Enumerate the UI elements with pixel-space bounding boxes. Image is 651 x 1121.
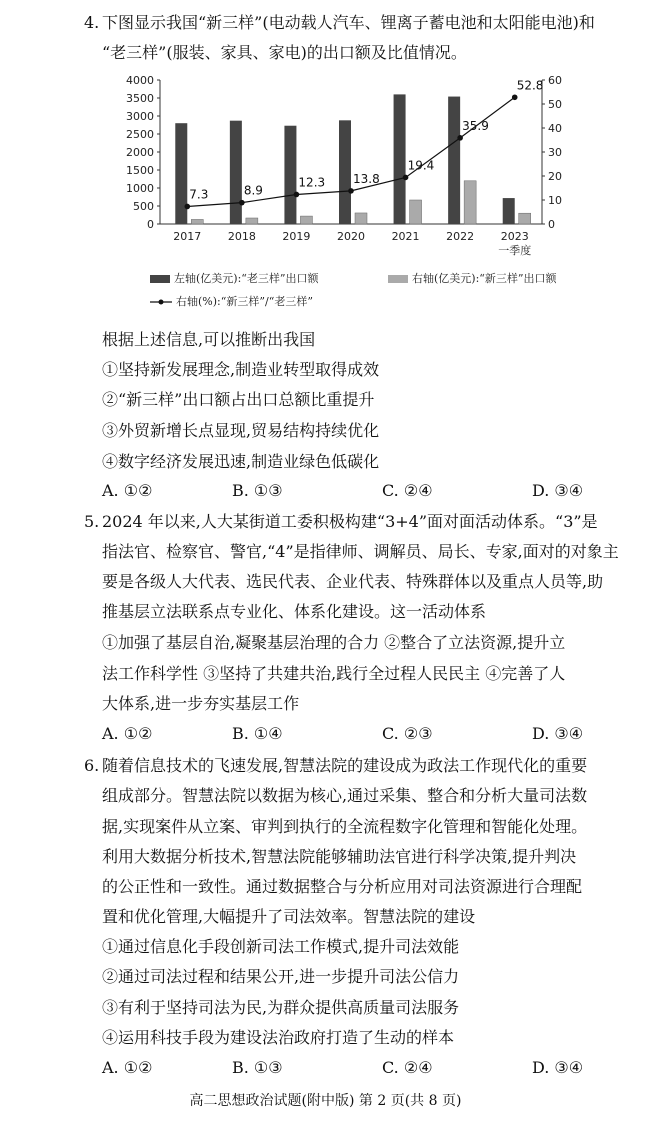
q5-text-line: 指法官、检察官、警官,“4”是指律师、调解员、局长、专家,面对的对象主: [102, 542, 619, 561]
q4-item: ④数字经济发展迅速,制造业绿色低碳化: [102, 452, 380, 471]
bar-new-three: [410, 200, 422, 224]
option-a[interactable]: A. ①②: [102, 1058, 153, 1077]
left-tick-label: 3500: [126, 92, 154, 105]
q5-number: 5.: [84, 512, 100, 531]
ratio-point: [239, 200, 245, 206]
legend-label: 右轴(%):“新三样”/“老三样”: [176, 295, 313, 308]
q6-text-line: 利用大数据分析技术,智慧法院能够辅助法官进行科学决策,提升判决: [102, 847, 577, 866]
left-tick-label: 3000: [126, 110, 154, 123]
bar-old-three: [284, 126, 296, 224]
ratio-point: [348, 188, 354, 194]
ratio-data-label: 7.3: [189, 187, 209, 202]
ratio-data-label: 13.8: [353, 171, 380, 186]
left-tick-label: 2500: [126, 128, 154, 141]
x-tick-label: 2017: [173, 230, 202, 243]
ratio-data-label: 8.9: [243, 183, 263, 198]
q6-item: ①通过信息化手段创新司法工作模式,提升司法效能: [102, 937, 460, 956]
q6-text-line: 置和优化管理,大幅提升了司法效率。智慧法院的建设: [102, 907, 476, 926]
q6-text-line: 随着信息技术的飞速发展,智慧法院的建设成为政法工作现代化的重要: [102, 756, 588, 775]
bar-new-three: [191, 219, 203, 224]
page-footer: 高二思想政治试题(附中版) 第 2 页(共 8 页): [189, 1093, 462, 1109]
q5-text-line: 要是各级人大代表、选民代表、企业代表、特殊群体以及重点人员等,助: [102, 572, 604, 591]
legend-label: 右轴(亿美元):“新三样”出口额: [412, 272, 557, 285]
q4-text-line: 下图显示我国“新三样”(电动载人汽车、锂离子蓄电池和太阳能电池)和: [102, 13, 595, 32]
ratio-point: [184, 204, 190, 210]
right-tick-label: 20: [548, 170, 562, 183]
legend-item-ratio: [150, 293, 313, 309]
bar-old-three: [175, 123, 187, 224]
option-d[interactable]: D. ③④: [532, 1058, 584, 1077]
left-tick-label: 1500: [126, 164, 154, 177]
legend-line-icon: [150, 297, 172, 307]
legend-swatch: [388, 275, 408, 283]
option-c[interactable]: C. ②④: [382, 481, 433, 500]
bar-new-three: [519, 213, 531, 224]
right-tick-label: 30: [548, 146, 562, 159]
option-b[interactable]: B. ①③: [232, 1058, 283, 1077]
option-a[interactable]: A. ①②: [102, 724, 153, 743]
x-tick-label: 2022: [446, 230, 475, 243]
q6-item: ③有利于坚持司法为民,为群众提供高质量司法服务: [102, 998, 460, 1017]
q4-number: 4.: [84, 13, 100, 32]
q6-item: ④运用科技手段为建设法治政府打造了生动的样本: [102, 1028, 455, 1047]
x-tick-label: 2021: [391, 230, 420, 243]
q5-text-line: 2024 年以来,人大某街道工委积极构建“3+4”面对面活动体系。“3”是: [102, 512, 598, 531]
right-tick-label: 0: [548, 218, 555, 231]
q4-item: ②“新三样”出口额占出口总额比重提升: [102, 390, 375, 409]
q6-number: 6.: [84, 756, 100, 775]
option-b[interactable]: B. ①④: [232, 724, 283, 743]
x-tick-label: 2018: [227, 230, 256, 243]
ratio-data-label: 19.4: [407, 158, 435, 173]
q6-text-line: 据,实现案件从立案、审判到执行的全流程数字化管理和智能化处理。: [102, 817, 588, 836]
x-tick-sublabel: 一季度: [498, 244, 532, 257]
bar-old-three: [448, 97, 460, 224]
left-tick-label: 1000: [126, 182, 154, 195]
legend-swatch: [150, 275, 170, 283]
bar-new-three: [355, 213, 367, 224]
q5-text-line: 推基层立法联系点专业化、体系化建设。这一活动体系: [102, 602, 487, 621]
right-tick-label: 60: [548, 74, 562, 87]
left-tick-label: 0: [147, 218, 154, 231]
bar-new-three: [300, 216, 312, 224]
q4-item: ①坚持新发展理念,制造业转型取得成效: [102, 360, 380, 379]
x-tick-label: 2020: [337, 230, 365, 243]
legend-item-new: [388, 270, 557, 286]
bar-new-three: [246, 218, 258, 224]
q4-text-line: “老三样”(服装、家具、家电)的出口额及比值情况。: [102, 43, 467, 62]
right-tick-label: 50: [548, 98, 562, 111]
x-tick-label: 2019: [282, 230, 311, 243]
q5-text-line: ①加强了基层自治,凝聚基层治理的合力 ②整合了立法资源,提升立: [102, 633, 566, 652]
ratio-point: [403, 175, 409, 181]
ratio-point: [294, 192, 300, 198]
bar-old-three: [339, 120, 351, 224]
legend-item-old: [150, 270, 319, 286]
bar-new-three: [464, 181, 476, 224]
right-tick-label: 40: [548, 122, 562, 135]
ratio-data-label: 52.8: [516, 78, 544, 93]
q4-item: ③外贸新增长点显现,贸易结构持续优化: [102, 421, 380, 440]
left-tick-label: 4000: [126, 74, 154, 87]
ratio-point: [512, 94, 518, 100]
q5-text-line: 法工作科学性 ③坚持了共建共治,践行全过程人民民主 ④完善了人: [102, 664, 566, 683]
left-tick-label: 500: [133, 200, 154, 213]
option-b[interactable]: B. ①③: [232, 481, 283, 500]
option-c[interactable]: C. ②③: [382, 724, 433, 743]
ratio-data-label: 35.9: [462, 118, 489, 133]
option-a[interactable]: A. ①②: [102, 481, 153, 500]
q4-stem: 根据上述信息,可以推断出我国: [102, 330, 316, 349]
legend-label: 左轴(亿美元):“老三样”出口额: [174, 272, 319, 285]
x-tick-label: 2023: [500, 230, 529, 243]
q6-text-line: 组成部分。智慧法院以数据为核心,通过采集、整合和分析大量司法数: [102, 786, 588, 805]
q5-options: [102, 724, 602, 744]
q6-options: [102, 1058, 602, 1078]
right-tick-label: 10: [548, 194, 562, 207]
ratio-point: [457, 135, 463, 141]
q4-options: [102, 481, 602, 501]
bar-old-three: [230, 121, 242, 224]
option-c[interactable]: C. ②④: [382, 1058, 433, 1077]
q6-item: ②通过司法过程和结果公开,进一步提升司法公信力: [102, 967, 460, 986]
q5-text-line: 大体系,进一步夯实基层工作: [102, 694, 300, 713]
ratio-data-label: 12.3: [298, 175, 326, 190]
option-d[interactable]: D. ③④: [532, 481, 584, 500]
option-d[interactable]: D. ③④: [532, 724, 584, 743]
left-tick-label: 2000: [126, 146, 154, 159]
q6-text-line: 的公正性和一致性。通过数据整合与分析应用对司法资源进行合理配: [102, 877, 583, 896]
bar-old-three: [503, 198, 515, 224]
bar-old-three: [394, 94, 406, 224]
